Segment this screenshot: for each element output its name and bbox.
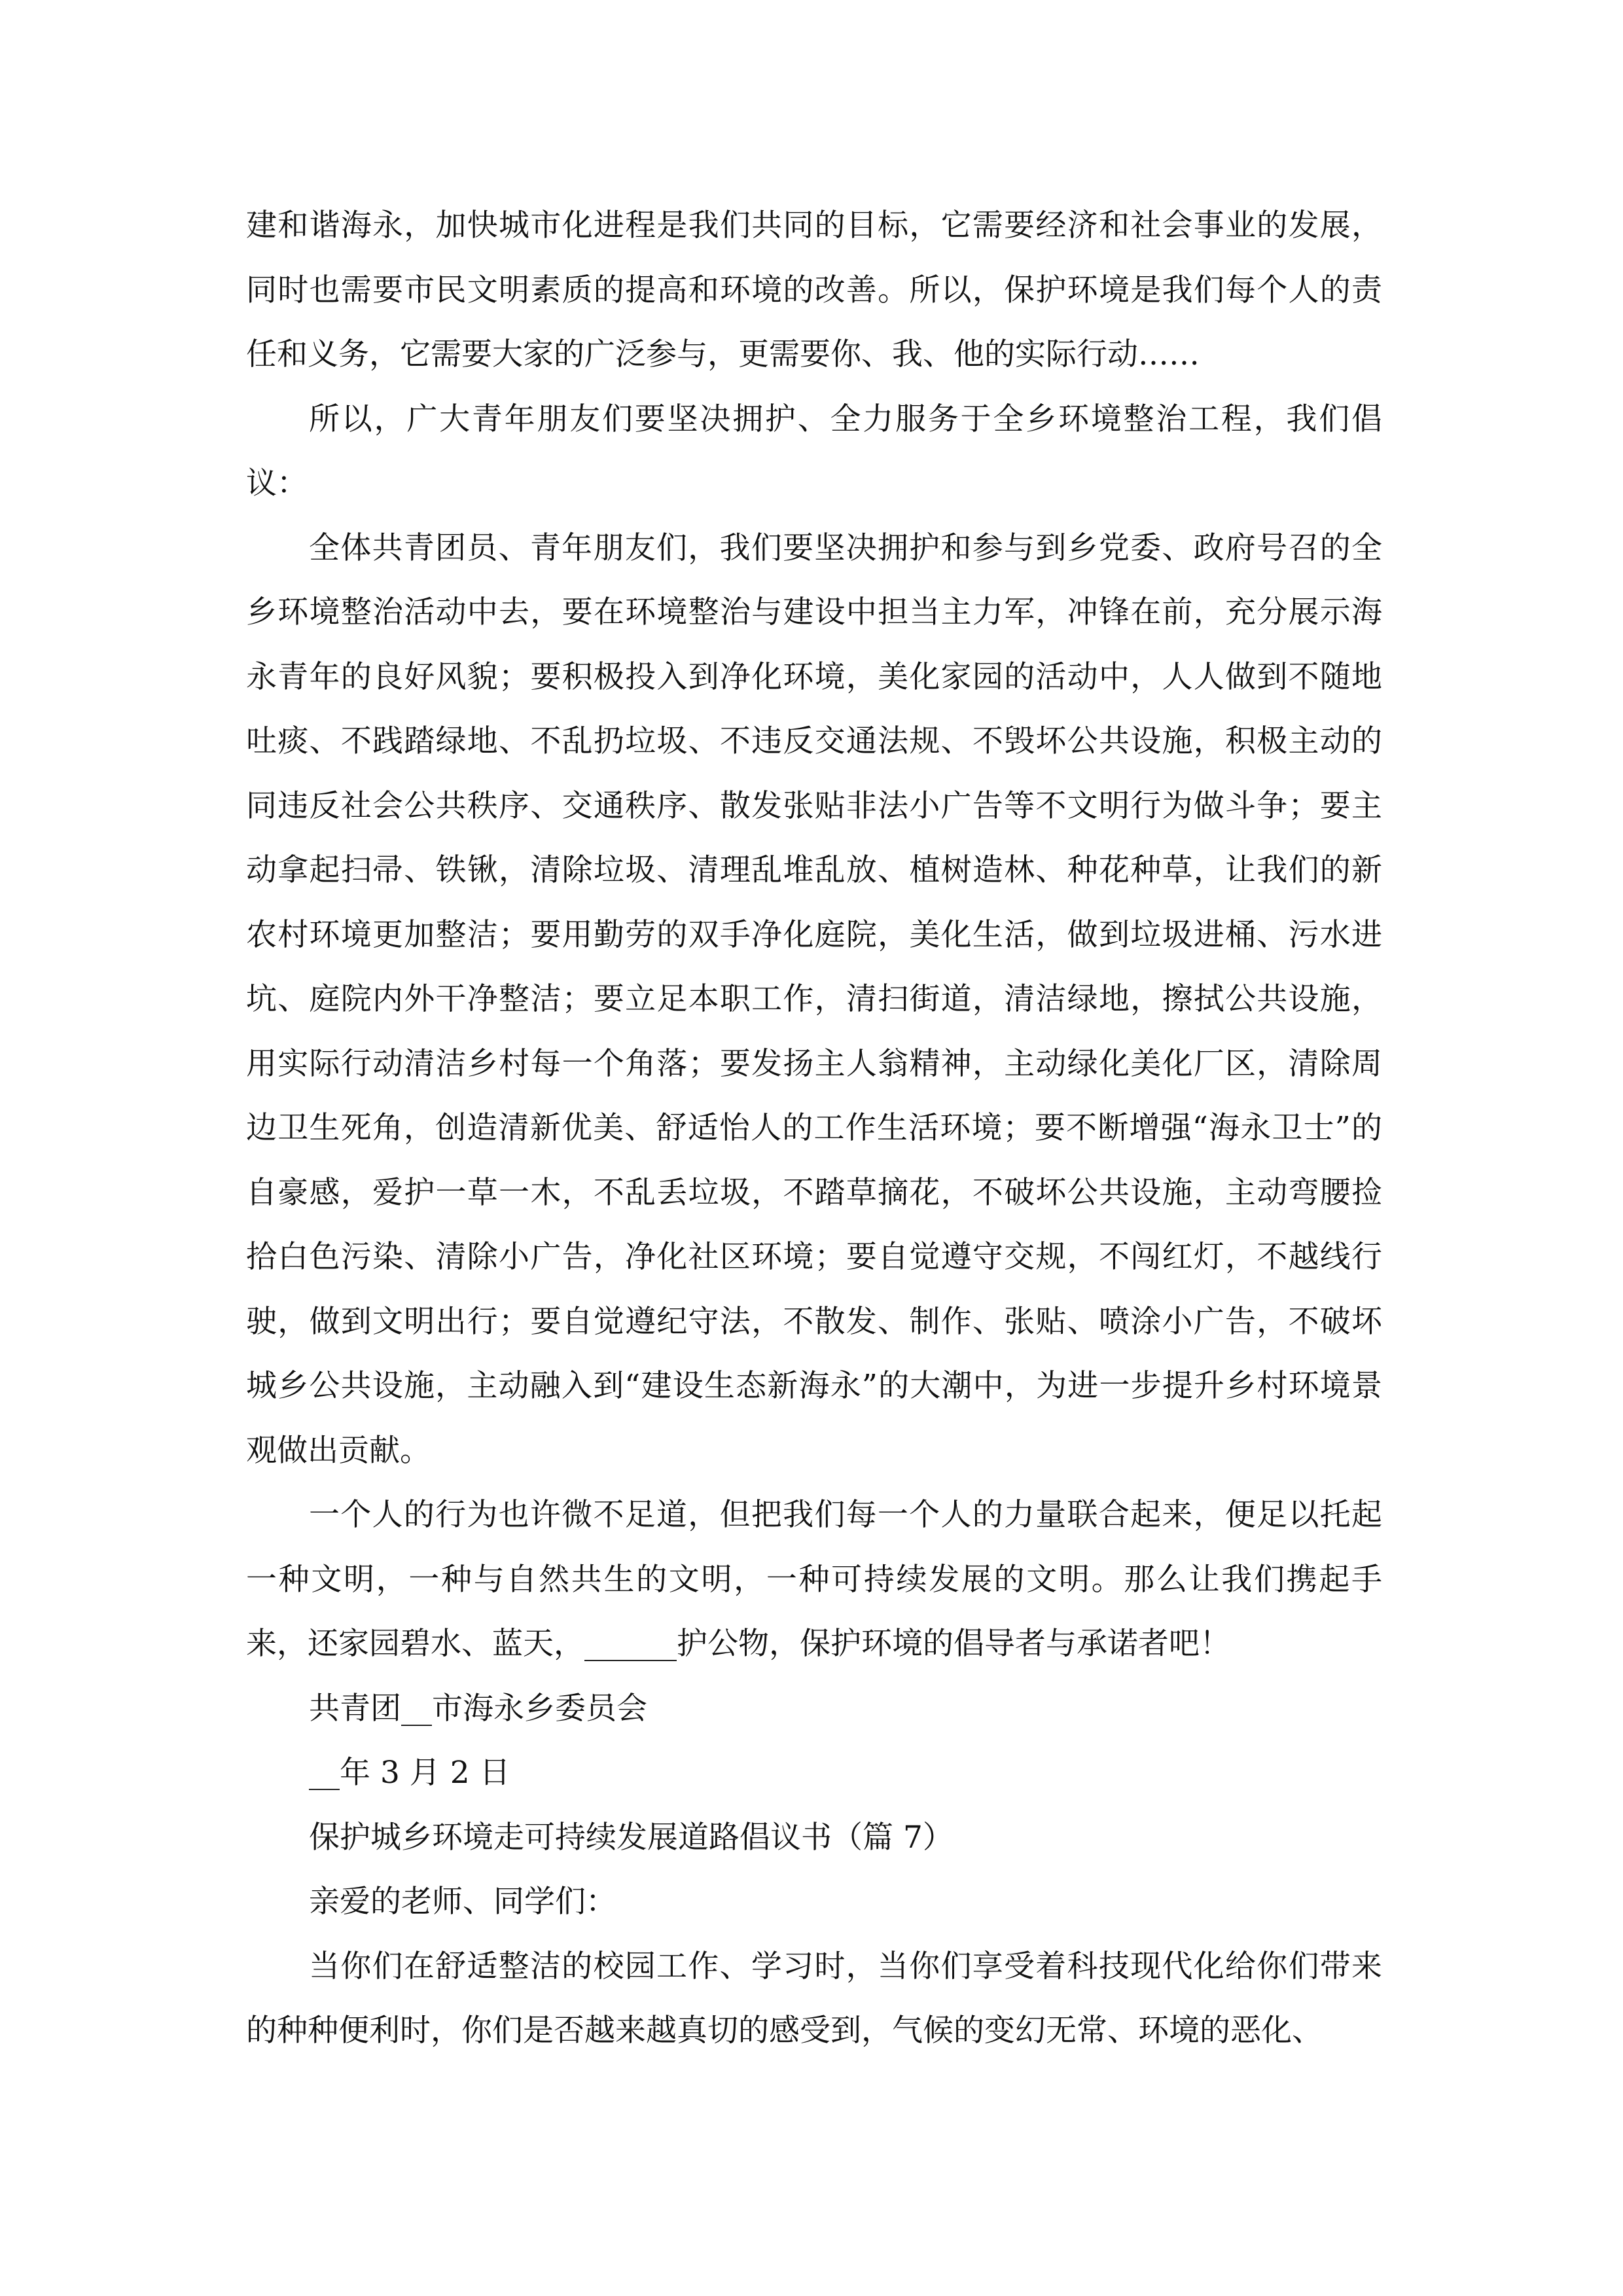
paragraph-call: 所以，广大青年朋友们要坚决拥护、全力服务于全乡环境整治工程，我们倡议： bbox=[246, 401, 1382, 501]
paragraph-conclusion: 一个人的行为也许微不足道，但把我们每一个人的力量联合起来，便足以托起一种文明，一种与自然共生的文明，一种可持续发展的文明。那么让我们携起手来，还家园碧水、蓝天，______护公物，保护环境的倡导者与承诺者吧！ bbox=[246, 1497, 1382, 1662]
paragraph-opening: 当你们在舒适整洁的校园工作、学习时，当你们享受着科技现代化给你们带来的种种便利时，你们是否越来越真切的感受到，气候的变幻无常、环境的恶化、 bbox=[246, 1948, 1382, 2049]
signature-organization: 共青团__市海永乡委员会 bbox=[309, 1690, 647, 1727]
signature-date: __年 3 月 2 日 bbox=[309, 1755, 510, 1791]
section-title: 保护城乡环境走可持续发展道路倡议书（篇 7） bbox=[309, 1819, 954, 1856]
paragraph-intro: 建和谐海永，加快城市化进程是我们共同的目标，它需要经济和社会事业的发展，同时也需要市民文明素质的提高和环境的改善。所以，保护环境是我们每个人的责任和义务，它需要大家的广泛参与，更需要你、我、他的实际行动…… bbox=[246, 207, 1382, 372]
paragraph-proposal: 全体共青团员、青年朋友们，我们要坚决拥护和参与到乡党委、政府号召的全乡环境整治活动中去，要在环境整治与建设中担当主力军，冲锋在前，充分展示海永青年的良好风貌；要积极投入到净化环境，美化家园的活动中，人人做到不随地吐痰、不践踏绿地、不乱扔垃圾、不违反交通法规、不毁坏公共设施，积极主动的同违反社会公共秩序、交通秩序、散发张贴非法小广告等不文明行为做斗争；要主动拿起扫帚、铁锹，清除垃圾、清理乱堆乱放、植树造林、种花种草，让我们的新农村环境更加整洁；要用勤劳的双手净化庭院，美化生活，做到垃圾进桶、污水进坑、庭院内外干净整洁；要立足本职工作，清扫街道，清洁绿地，擦拭公共设施，用实际行动清洁乡村每一个角落；要发扬主人翁精神，主动绿化美化厂区，清除周边卫生死角，创造清新优美、舒适怡人的工作生活环境；要不断增强“海永卫士”的自豪感，爱护一草一木，不乱丢垃圾，不踏草摘花，不破坏公共设施，主动弯腰捡拾白色污染、清除小广告，净化社区环境；要自觉遵守交规，不闯红灯，不越线行驶，做到文明出行；要自觉遵纪守法，不散发、制作、张贴、喷涂小广告，不破坏城乡公共设施，主动融入到“建设生态新海永”的大潮中，为进一步提升乡村环境景观做出贡献。 bbox=[246, 529, 1382, 1469]
greeting: 亲爱的老师、同学们： bbox=[309, 1884, 616, 1920]
document-page bbox=[246, 194, 1382, 2064]
